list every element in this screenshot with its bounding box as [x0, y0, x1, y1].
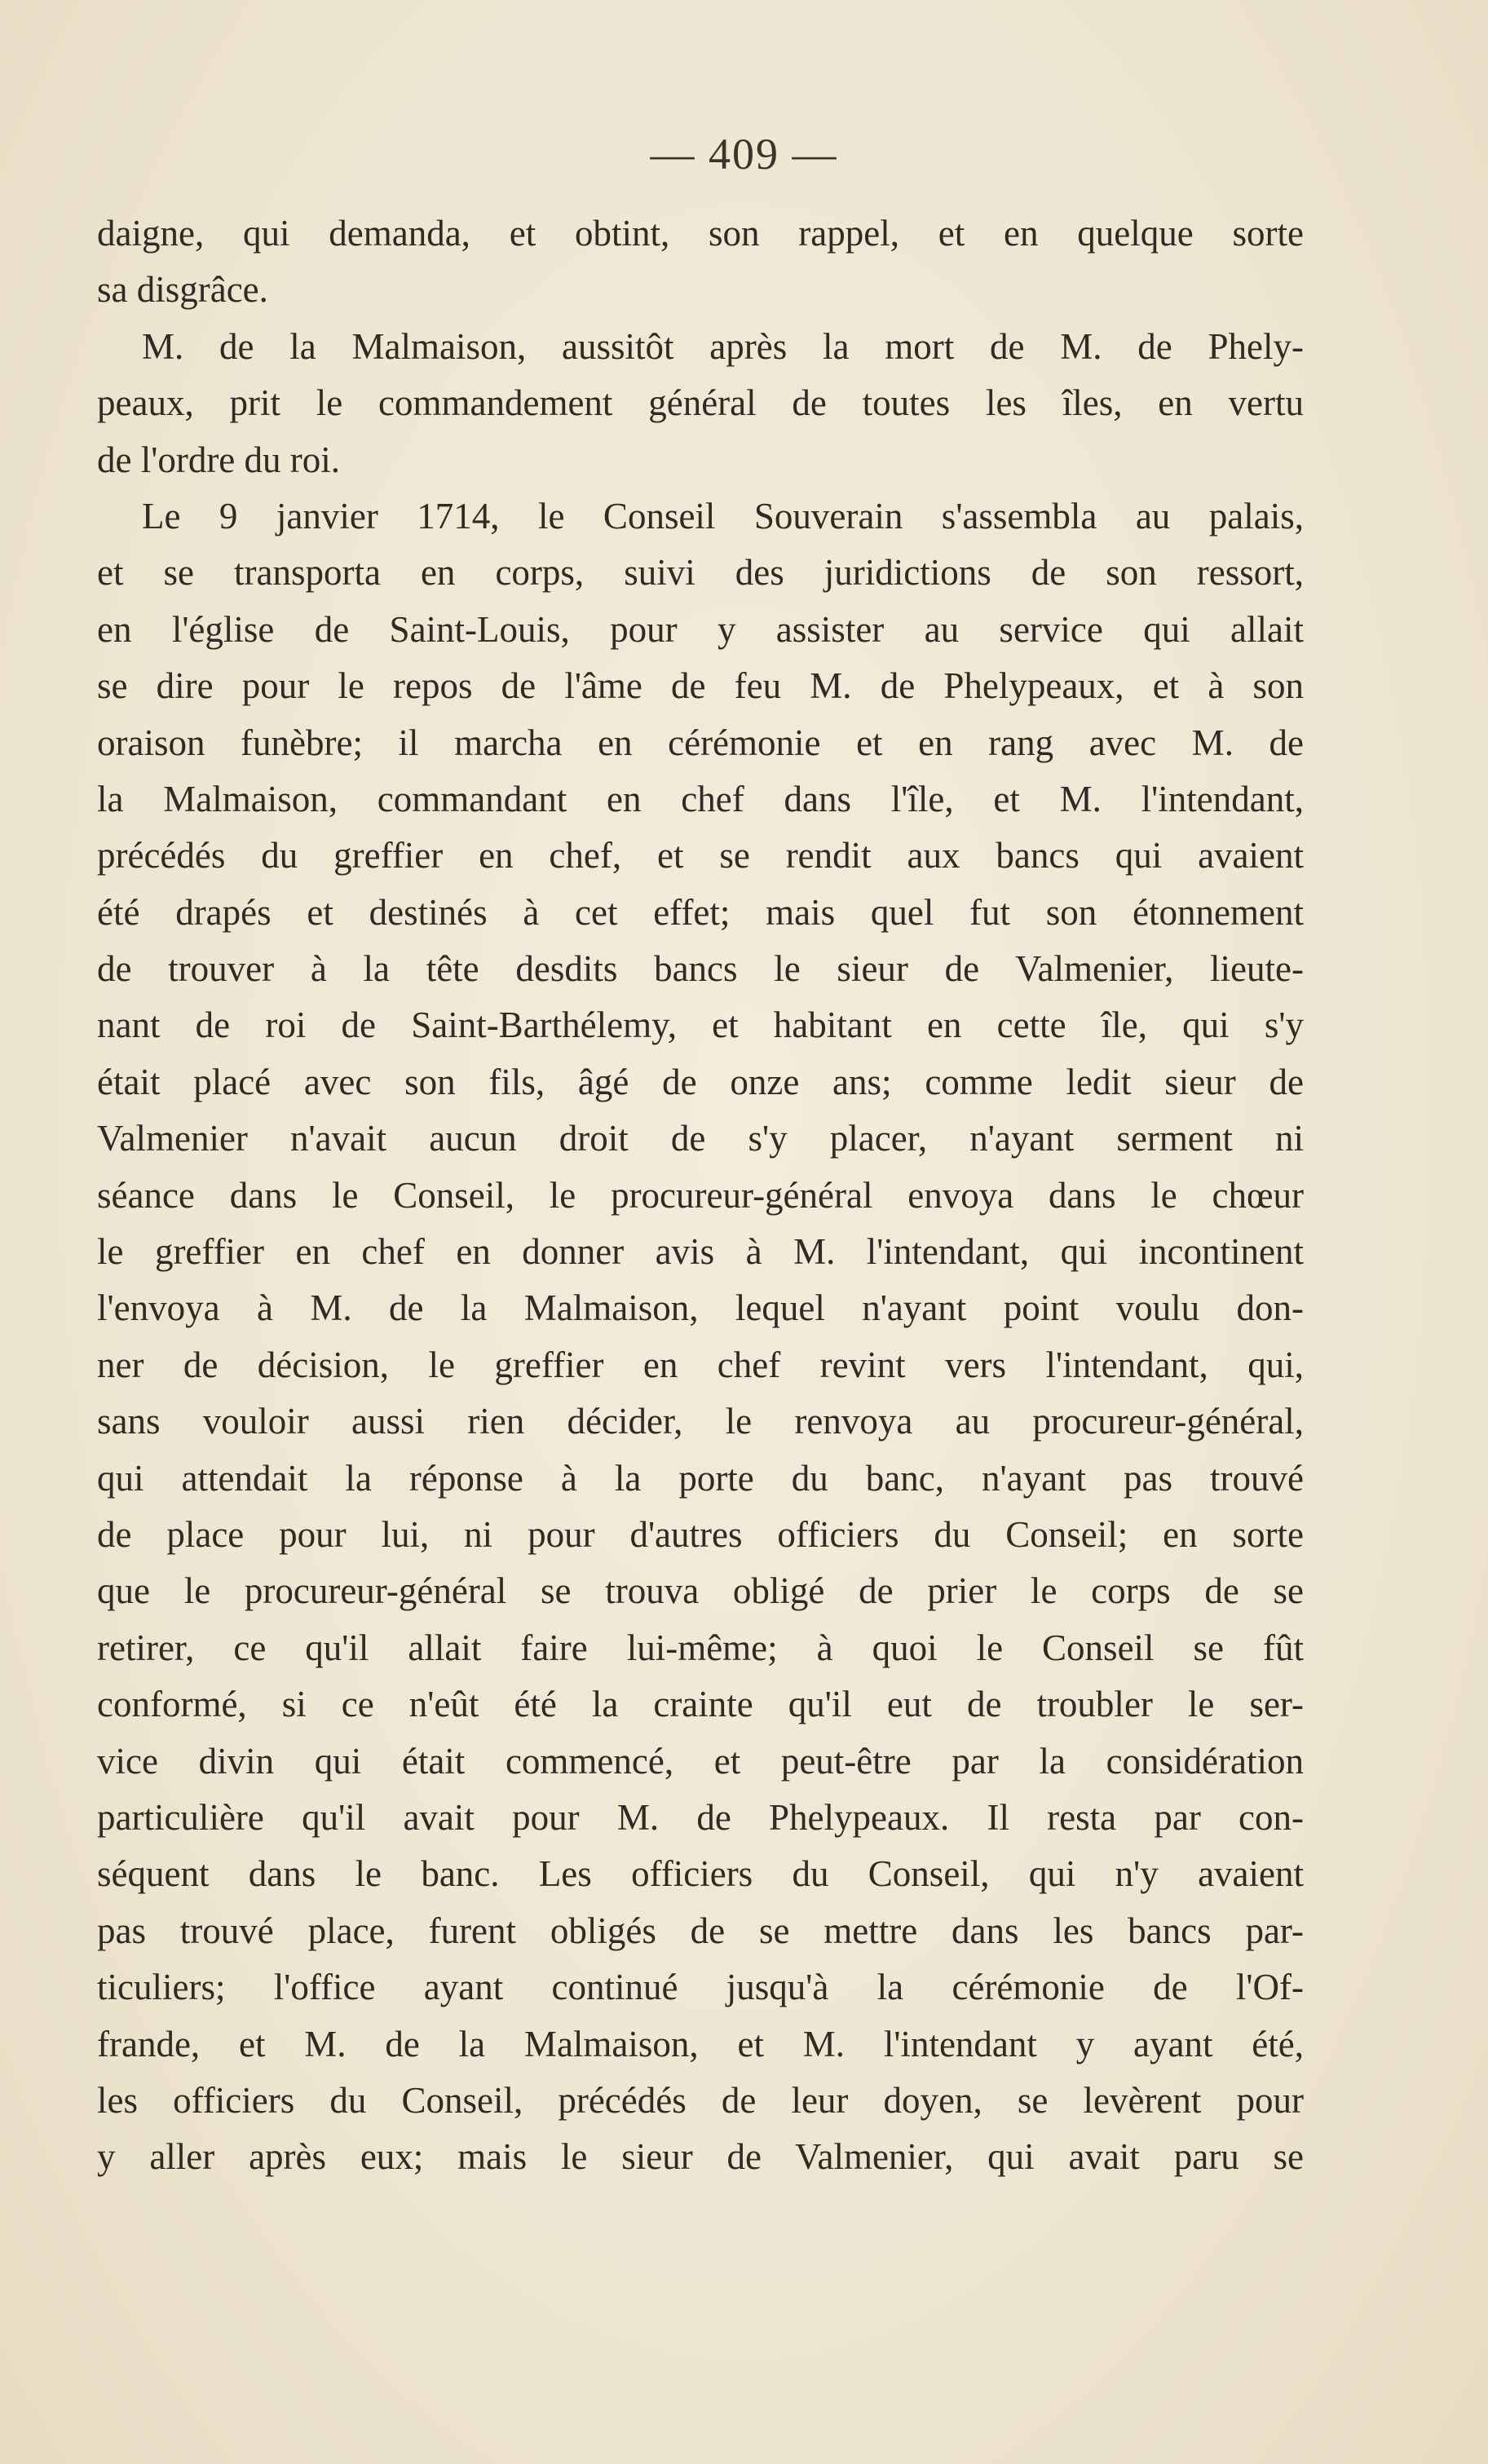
text-line: nant de roi de Saint-Barthélemy, et habitant en cette île, qui s'y [97, 1005, 1304, 1046]
text-line: séance dans le Conseil, le procureur-général envoya dans le chœur [97, 1174, 1304, 1216]
text-line: le greffier en chef en donner avis à M. l'intendant, qui incontinent [97, 1231, 1304, 1273]
text-line: particulière qu'il avait pour M. de Phelypeaux. Il resta par con- [97, 1796, 1304, 1838]
text-line: ticuliers; l'office ayant continué jusqu'à la cérémonie de l'Of- [97, 1967, 1304, 2008]
page-number: — 409 — [650, 130, 838, 179]
text-line: de trouver à la tête desdits bancs le sieur de Valmenier, lieute- [97, 948, 1304, 990]
text-line: qui attendait la réponse à la porte du banc, n'ayant pas trouvé [97, 1457, 1304, 1499]
text-line: et se transporta en corps, suivi des juridictions de son ressort, [97, 552, 1304, 594]
text-line: ner de décision, le greffier en chef revint vers l'intendant, qui, [97, 1344, 1304, 1385]
text-line: Valmenier n'avait aucun droit de s'y placer, n'ayant serment ni [97, 1118, 1304, 1159]
text-line: sans vouloir aussi rien décider, le renvoya au procureur-général, [97, 1401, 1304, 1442]
text-line: pas trouvé place, furent obligés de se mettre dans les bancs par- [97, 1910, 1304, 1951]
text-line: que le procureur-général se trouva obligé de prier le corps de se [97, 1570, 1304, 1612]
text-line: Le 9 janvier 1714, le Conseil Souverain s'assembla au palais, [142, 495, 1304, 537]
text-line: frande, et M. de la Malmaison, et M. l'intendant y ayant été, [97, 2023, 1304, 2064]
text-line: conformé, si ce n'eût été la crainte qu'il eut de troubler le ser- [97, 1684, 1304, 1725]
text-line: de place pour lui, ni pour d'autres officiers du Conseil; en sorte [97, 1513, 1304, 1555]
text-line: était placé avec son fils, âgé de onze ans; comme ledit sieur de [97, 1061, 1304, 1102]
text-line: y aller après eux; mais le sieur de Valmenier, qui avait paru se [97, 2136, 1304, 2178]
text-line: se dire pour le repos de l'âme de feu M. de Phelypeaux, et à son [97, 665, 1304, 707]
text-line: séquent dans le banc. Les officiers du Conseil, qui n'y avaient [97, 1853, 1304, 1895]
text-line: oraison funèbre; il marcha en cérémonie et en rang avec M. de [97, 722, 1304, 763]
text-line: sa disgrâce. [97, 269, 268, 311]
text-line: en l'église de Saint-Louis, pour y assister au service qui allait [97, 608, 1304, 650]
text-line: précédés du greffier en chef, et se rendit aux bancs qui avaient [97, 835, 1304, 877]
text-line: les officiers du Conseil, précédés de leur doyen, se levèrent pour [97, 2079, 1304, 2121]
text-line: la Malmaison, commandant en chef dans l'île, et M. l'intendant, [97, 778, 1304, 819]
text-line: M. de la Malmaison, aussitôt après la mort de M. de Phely- [142, 325, 1304, 367]
text-line: peaux, prit le commandement général de toutes les îles, en vertu [97, 382, 1304, 424]
text-line: de l'ordre du roi. [97, 439, 341, 480]
text-line: vice divin qui était commencé, et peut-être par la considération [97, 1740, 1304, 1782]
text-line: l'envoya à M. de la Malmaison, lequel n'ayant point voulu don- [97, 1287, 1304, 1329]
text-line: été drapés et destinés à cet effet; mais quel fut son étonnement [97, 891, 1304, 933]
text-line: retirer, ce qu'il allait faire lui-même; à quoi le Conseil se fût [97, 1627, 1304, 1668]
text-line: daigne, qui demanda, et obtint, son rappel, et en quelque sorte [97, 213, 1304, 254]
body-text [97, 205, 1304, 2186]
